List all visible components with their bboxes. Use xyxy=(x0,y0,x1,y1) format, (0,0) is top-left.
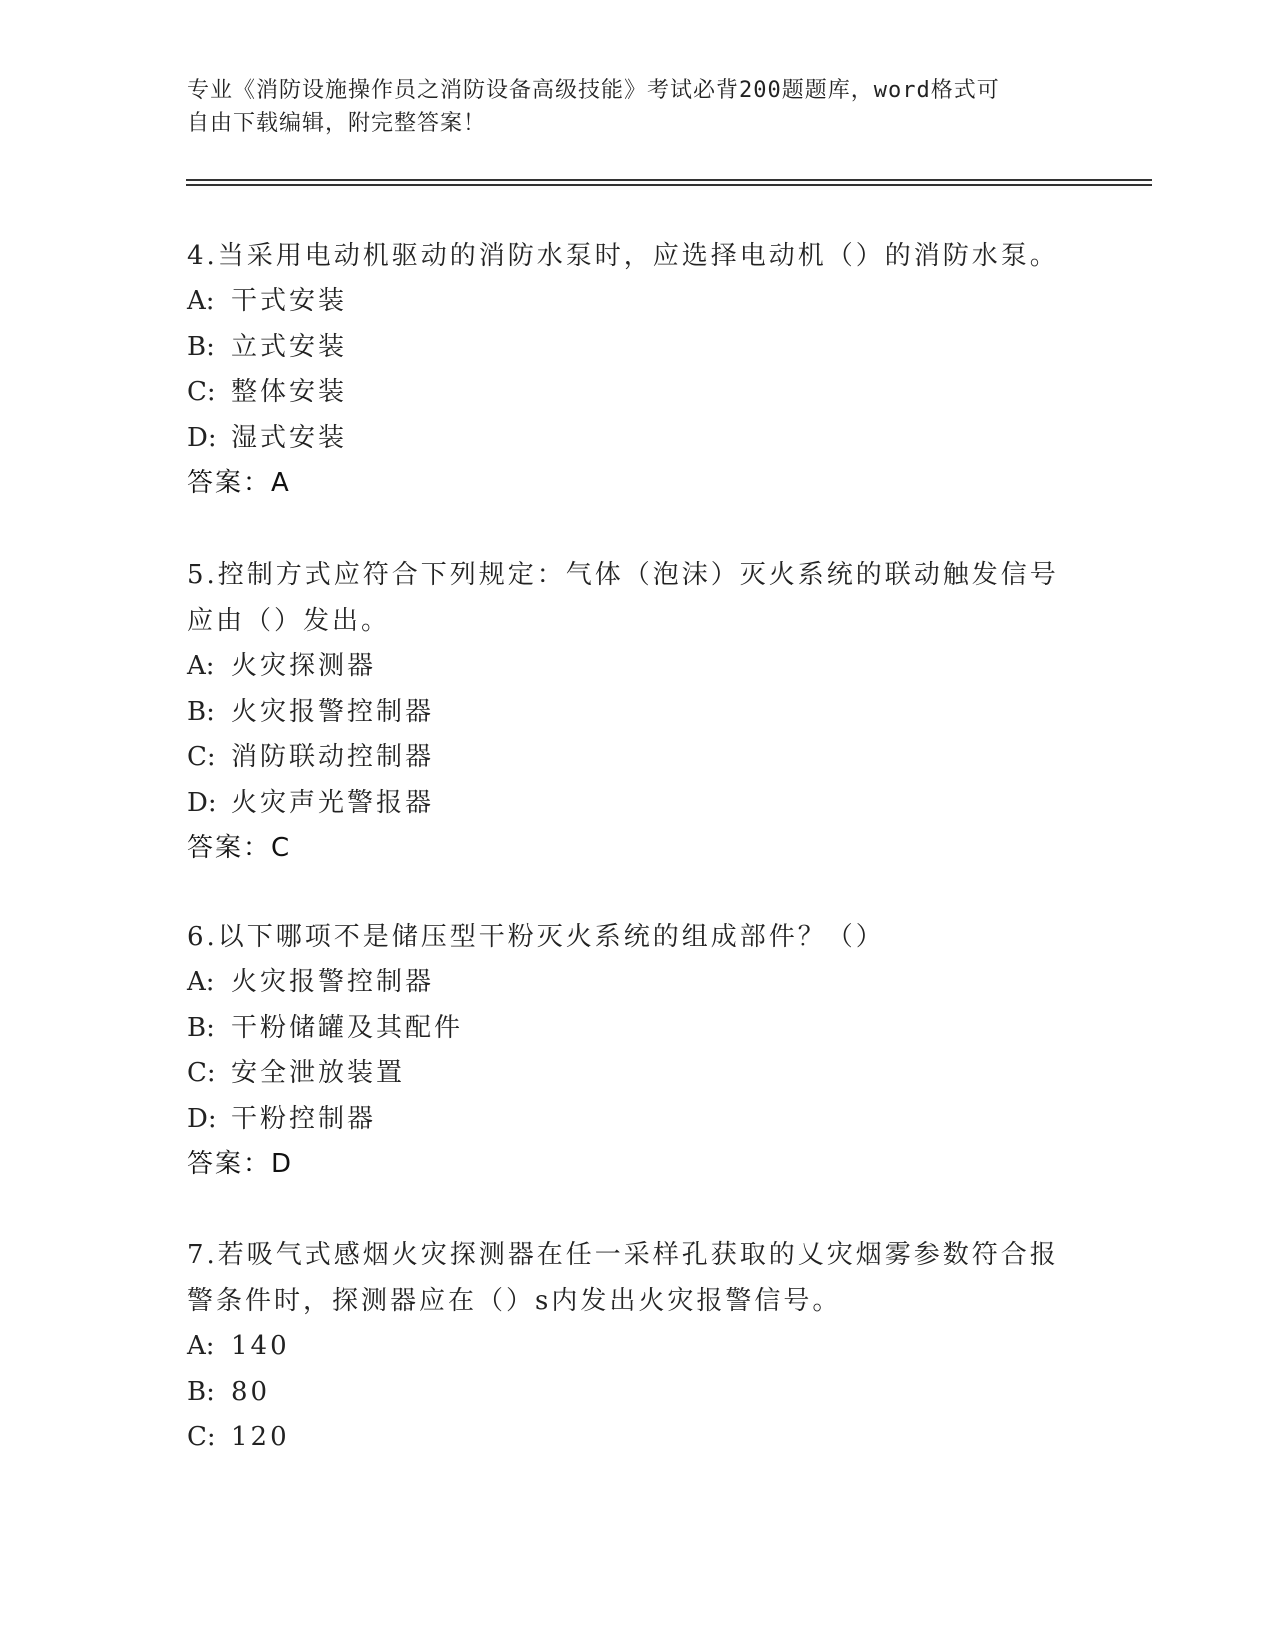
option-letter: B: xyxy=(187,331,215,362)
option-text: 消防联动控制器 xyxy=(231,742,435,772)
option-b xyxy=(187,1370,1087,1416)
option-letter: C: xyxy=(187,1058,216,1088)
option-text: 140 xyxy=(231,1331,290,1361)
option-letter: A: xyxy=(187,286,215,316)
option-text: 干式安装 xyxy=(231,286,348,316)
answer-line: 答案：A xyxy=(187,468,291,498)
question-stem xyxy=(187,552,1087,644)
option-a xyxy=(187,1324,1087,1370)
option-a xyxy=(187,279,1087,325)
option-c xyxy=(187,1415,1087,1461)
option-letter: A: xyxy=(187,651,215,681)
option-text: 整体安装 xyxy=(231,377,348,407)
option-letter: B: xyxy=(187,1376,215,1407)
option-text: 湿式安装 xyxy=(231,422,348,453)
question-4 xyxy=(187,233,1087,506)
option-d xyxy=(187,416,1087,462)
stem-line: 4.当采用电动机驱动的消防水泵时，应选择电动机（）的消防水泵。 xyxy=(187,241,1059,271)
option-c xyxy=(187,370,1087,416)
stem-line: 警条件时，探测器应在（）s内发出火灾报警信号。 xyxy=(187,1286,842,1316)
header-line-2: 自由下载编辑，附完整答案！ xyxy=(187,111,487,136)
answer-line: 答案：C xyxy=(187,833,292,863)
stem-line: 5.控制方式应符合下列规定：气体（泡沫）灭火系统的联动触发信号 xyxy=(187,560,1059,590)
option-text: 火灾探测器 xyxy=(231,651,377,681)
question-stem xyxy=(187,233,1087,279)
option-b xyxy=(187,690,1087,736)
option-text: 立式安装 xyxy=(231,331,348,362)
stem-line: 6.以下哪项不是储压型干粉灭火系统的组成部件？（） xyxy=(187,922,885,952)
option-letter: D: xyxy=(187,787,217,818)
question-stem xyxy=(187,1232,1087,1324)
question-5 xyxy=(187,552,1087,871)
stem-line: 应由（）发出。 xyxy=(187,606,391,636)
option-letter: B: xyxy=(187,1012,215,1043)
option-letter: C: xyxy=(187,1422,216,1452)
option-text: 火灾报警控制器 xyxy=(231,967,435,997)
option-c xyxy=(187,735,1087,781)
option-letter: A: xyxy=(187,1331,215,1361)
question-6 xyxy=(187,914,1087,1187)
header-divider-bottom xyxy=(186,184,1152,186)
option-text: 火灾报警控制器 xyxy=(231,696,435,727)
option-letter: C: xyxy=(187,377,216,407)
option-text: 干粉储罐及其配件 xyxy=(231,1012,464,1043)
option-c xyxy=(187,1051,1087,1097)
header-line-1: 专业《消防设施操作员之消防设备高级技能》考试必背200题题库，word格式可 xyxy=(187,78,1000,103)
option-a xyxy=(187,644,1087,690)
option-letter: D: xyxy=(187,1103,217,1134)
option-text: 火灾声光警报器 xyxy=(231,787,435,818)
option-letter: C: xyxy=(187,742,216,772)
option-d xyxy=(187,781,1087,827)
option-text: 80 xyxy=(231,1376,271,1407)
option-b xyxy=(187,1006,1087,1052)
option-letter: B: xyxy=(187,696,215,727)
option-text: 120 xyxy=(231,1422,290,1452)
option-d xyxy=(187,1097,1087,1143)
option-text: 安全泄放装置 xyxy=(231,1058,406,1088)
stem-line: 7.若吸气式感烟火灾探测器在任一采样孔获取的乂灾烟雾参数符合报 xyxy=(187,1240,1059,1270)
answer-line: 答案：D xyxy=(187,1149,294,1179)
question-stem xyxy=(187,914,1087,960)
option-a xyxy=(187,960,1087,1006)
option-letter: A: xyxy=(187,967,215,997)
question-7 xyxy=(187,1232,1087,1461)
option-b xyxy=(187,325,1087,371)
option-text: 干粉控制器 xyxy=(231,1103,377,1134)
document-header xyxy=(187,74,1067,140)
option-letter: D: xyxy=(187,422,217,453)
header-divider-top xyxy=(186,179,1152,181)
